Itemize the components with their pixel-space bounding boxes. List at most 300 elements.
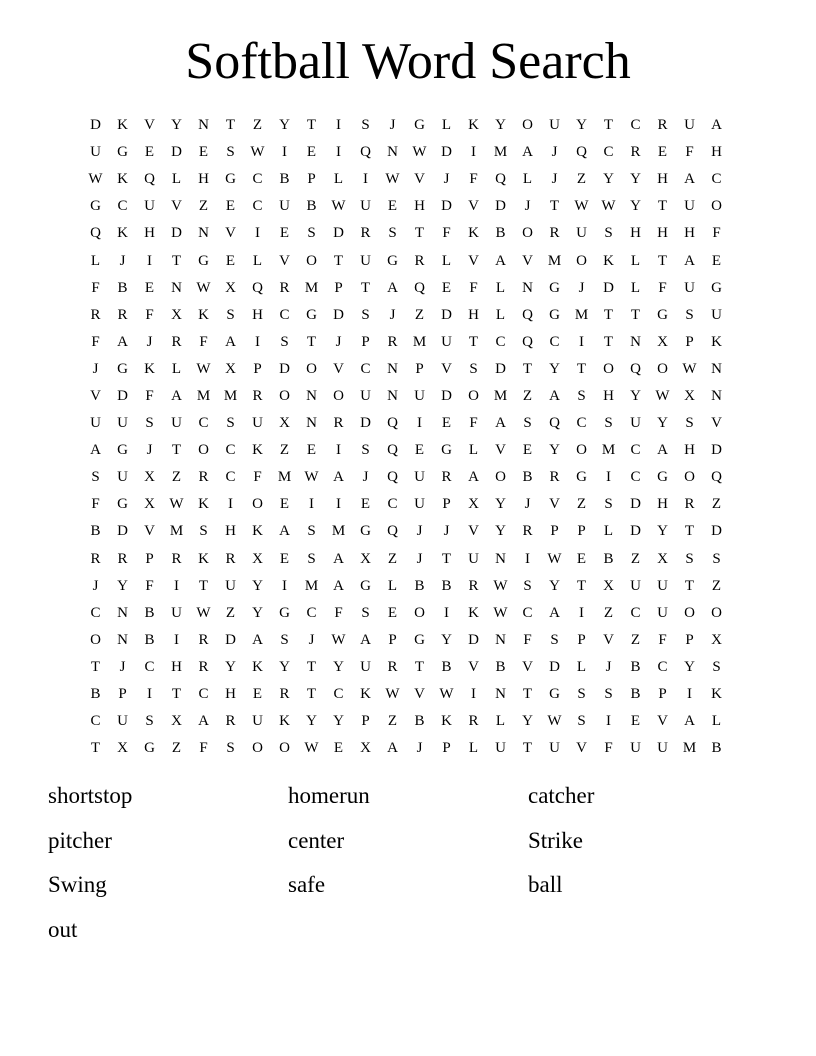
grid-letter: R <box>468 577 479 594</box>
grid-letter: U <box>360 658 371 675</box>
grid-letter: S <box>604 686 613 703</box>
grid-letter: L <box>441 117 452 134</box>
grid-letter: D <box>441 198 452 215</box>
grid-letter: M <box>223 387 238 404</box>
grid-letter: V <box>522 252 533 269</box>
grid-letter: F <box>658 631 667 648</box>
grid-letter: W <box>304 740 319 757</box>
grid-letter: W <box>493 604 508 621</box>
grid-letter: V <box>441 360 452 377</box>
grid-letter: I <box>228 496 233 513</box>
grid-letter: X <box>711 631 722 648</box>
grid-row <box>82 302 730 329</box>
grid-letter: B <box>603 550 614 567</box>
grid-letter: D <box>360 415 371 432</box>
grid-letter: G <box>117 144 128 161</box>
grid-letter: C <box>90 604 101 621</box>
grid-letter: T <box>522 740 533 757</box>
grid-letter: U <box>630 740 641 757</box>
grid-letter: U <box>414 387 425 404</box>
grid-letter: I <box>336 442 341 459</box>
grid-letter: L <box>252 252 263 269</box>
grid-letter: T <box>171 252 182 269</box>
grid-letter: S <box>361 442 370 459</box>
grid-letter: R <box>225 713 236 730</box>
grid-letter: Y <box>279 117 290 134</box>
grid-letter: C <box>279 306 290 323</box>
grid-letter: T <box>225 117 236 134</box>
grid-letter: M <box>547 252 562 269</box>
grid-letter: M <box>493 144 508 161</box>
grid-letter: U <box>90 144 101 161</box>
grid-letter: S <box>550 631 559 648</box>
grid-letter: F <box>685 144 694 161</box>
grid-letter: V <box>144 523 155 540</box>
grid-letter: B <box>711 740 722 757</box>
grid-letter: T <box>630 306 641 323</box>
grid-letter: E <box>522 442 533 459</box>
grid-letter: C <box>549 333 560 350</box>
grid-letter: J <box>416 740 423 757</box>
grid-letter: F <box>469 171 478 188</box>
grid-letter: W <box>601 198 616 215</box>
grid-letter: Y <box>495 523 506 540</box>
word-list-item: homerun <box>288 783 370 808</box>
grid-letter: I <box>606 713 611 730</box>
grid-letter: Q <box>576 144 587 161</box>
grid-letter: N <box>117 604 128 621</box>
grid-letter: I <box>471 144 476 161</box>
grid-letter: O <box>522 225 533 242</box>
grid-letter: L <box>468 442 479 459</box>
grid-letter: Q <box>387 415 398 432</box>
grid-letter: M <box>493 387 508 404</box>
grid-letter: D <box>171 144 182 161</box>
grid-letter: Y <box>117 577 128 594</box>
grid-letter: C <box>495 333 506 350</box>
grid-letter: T <box>468 333 479 350</box>
grid-letter: N <box>171 279 182 296</box>
grid-row <box>82 193 730 220</box>
grid-row <box>82 464 730 491</box>
grid-letter: Z <box>711 496 722 513</box>
grid-letter: I <box>336 117 341 134</box>
grid-letter: P <box>550 523 559 540</box>
grid-letter: V <box>576 740 587 757</box>
grid-letter: Q <box>711 469 722 486</box>
grid-letter: H <box>468 306 479 323</box>
grid-letter: X <box>603 577 614 594</box>
grid-letter: Y <box>252 577 263 594</box>
grid-letter: U <box>90 415 101 432</box>
grid-letter: K <box>198 550 209 567</box>
grid-letter: A <box>495 252 506 269</box>
grid-letter: A <box>387 279 398 296</box>
grid-letter: J <box>389 306 396 323</box>
grid-letter: P <box>577 631 586 648</box>
grid-letter: U <box>576 225 587 242</box>
grid-letter: F <box>91 496 100 513</box>
grid-letter: U <box>441 333 452 350</box>
grid-letter: R <box>117 306 128 323</box>
grid-letter: U <box>414 496 425 513</box>
grid-letter: J <box>578 279 585 296</box>
grid-letter: E <box>630 713 641 730</box>
grid-letter: Y <box>252 604 263 621</box>
grid-letter: N <box>495 686 506 703</box>
grid-letter: P <box>361 713 370 730</box>
grid-letter: D <box>117 523 128 540</box>
grid-letter: J <box>443 523 450 540</box>
grid-letter: U <box>630 577 641 594</box>
grid-letter: E <box>387 198 398 215</box>
grid-letter: Y <box>495 496 506 513</box>
grid-letter: J <box>416 523 423 540</box>
grid-letter: E <box>576 550 587 567</box>
grid-letter: S <box>307 523 316 540</box>
grid-letter: V <box>333 360 344 377</box>
grid-letter: U <box>711 306 722 323</box>
grid-row <box>82 166 730 193</box>
grid-letter: J <box>551 171 558 188</box>
grid-letter: C <box>198 686 209 703</box>
grid-letter: T <box>171 686 182 703</box>
grid-letter: U <box>360 387 371 404</box>
grid-letter: Z <box>171 740 182 757</box>
grid-letter: R <box>630 144 641 161</box>
grid-letter: O <box>90 631 101 648</box>
grid-letter: E <box>711 252 722 269</box>
grid-letter: Q <box>549 415 560 432</box>
grid-letter: T <box>657 198 668 215</box>
grid-letter: Y <box>333 658 344 675</box>
grid-letter: A <box>468 469 479 486</box>
grid-letter: S <box>226 306 235 323</box>
grid-letter: G <box>198 252 209 269</box>
grid-letter: S <box>685 306 694 323</box>
grid-letter: T <box>306 117 317 134</box>
grid-letter: X <box>117 740 128 757</box>
grid-letter: G <box>360 577 371 594</box>
grid-letter: R <box>279 279 290 296</box>
grid-letter: E <box>306 144 317 161</box>
grid-letter: M <box>601 442 616 459</box>
grid-letter: Q <box>387 523 398 540</box>
grid-letter: K <box>144 360 155 377</box>
grid-letter: V <box>522 658 533 675</box>
grid-letter: H <box>603 387 614 404</box>
grid-letter: O <box>576 442 587 459</box>
grid-letter: Y <box>225 658 236 675</box>
grid-letter: R <box>252 387 263 404</box>
grid-letter: V <box>90 387 101 404</box>
grid-letter: W <box>385 686 400 703</box>
grid-letter: A <box>198 713 209 730</box>
grid-letter: T <box>90 740 101 757</box>
grid-letter: V <box>468 198 479 215</box>
grid-letter: O <box>684 469 695 486</box>
grid-letter: S <box>523 415 532 432</box>
grid-letter: H <box>630 225 641 242</box>
grid-letter: M <box>412 333 427 350</box>
grid-letter: P <box>118 686 127 703</box>
grid-letter: I <box>174 577 179 594</box>
grid-letter: N <box>711 387 722 404</box>
grid-letter: H <box>657 496 668 513</box>
grid-letter: A <box>279 523 290 540</box>
grid-letter: I <box>687 686 692 703</box>
grid-letter: L <box>711 713 722 730</box>
grid-letter: B <box>414 713 425 730</box>
grid-letter: V <box>468 252 479 269</box>
grid-letter: G <box>144 740 155 757</box>
grid-letter: L <box>90 252 101 269</box>
grid-letter: G <box>225 171 236 188</box>
grid-letter: S <box>388 225 397 242</box>
grid-letter: C <box>198 415 209 432</box>
grid-letter: G <box>117 442 128 459</box>
grid-letter: O <box>522 117 533 134</box>
grid-letter: X <box>144 469 155 486</box>
grid-letter: B <box>495 658 506 675</box>
grid-letter: O <box>279 387 290 404</box>
grid-letter: X <box>657 333 668 350</box>
grid-letter: O <box>306 360 317 377</box>
grid-letter: H <box>414 198 425 215</box>
grid-letter: E <box>225 252 236 269</box>
grid-letter: E <box>144 144 155 161</box>
grid-letter: U <box>657 604 668 621</box>
grid-letter: Z <box>279 442 290 459</box>
grid-letter: I <box>579 604 584 621</box>
grid-letter: B <box>117 279 128 296</box>
page-title: Softball Word Search <box>185 33 631 90</box>
grid-letter: T <box>306 686 317 703</box>
grid-letter: X <box>144 496 155 513</box>
grid-letter: J <box>92 577 99 594</box>
grid-letter: U <box>279 198 290 215</box>
grid-letter: X <box>171 306 182 323</box>
grid-letter: T <box>360 279 371 296</box>
grid-row <box>82 410 730 437</box>
grid-letter: A <box>549 604 560 621</box>
grid-letter: P <box>307 171 316 188</box>
grid-letter: R <box>414 252 425 269</box>
grid-letter: E <box>279 225 290 242</box>
grid-letter: R <box>171 550 182 567</box>
grid-letter: C <box>252 171 263 188</box>
grid-letter: P <box>253 360 262 377</box>
grid-letter: F <box>253 469 262 486</box>
grid-letter: F <box>469 279 478 296</box>
grid-letter: L <box>495 306 506 323</box>
grid-letter: T <box>684 577 695 594</box>
grid-letter: A <box>522 144 533 161</box>
grid-letter: P <box>145 550 154 567</box>
grid-letter: A <box>117 333 128 350</box>
grid-row <box>82 437 730 464</box>
grid-letter: X <box>279 415 290 432</box>
grid-letter: V <box>414 171 425 188</box>
grid-letter: P <box>577 523 586 540</box>
grid-letter: N <box>306 415 317 432</box>
grid-letter: L <box>522 171 533 188</box>
grid-letter: R <box>333 415 344 432</box>
grid-letter: K <box>603 252 614 269</box>
word-list-item: catcher <box>528 783 595 808</box>
grid-letter: J <box>443 171 450 188</box>
grid-letter: H <box>252 306 263 323</box>
grid-letter: N <box>198 117 209 134</box>
grid-letter: N <box>495 631 506 648</box>
grid-letter: A <box>657 442 668 459</box>
grid-row <box>82 627 730 654</box>
grid-row <box>82 139 730 166</box>
grid-letter: V <box>144 117 155 134</box>
grid-letter: B <box>522 469 533 486</box>
grid-letter: G <box>414 631 425 648</box>
grid-letter: W <box>88 171 103 188</box>
grid-letter: J <box>308 631 315 648</box>
grid-row <box>82 383 730 410</box>
grid-letter: T <box>171 442 182 459</box>
grid-letter: W <box>439 686 454 703</box>
grid-letter: K <box>711 686 722 703</box>
grid-letter: H <box>225 523 236 540</box>
grid-letter: O <box>711 198 722 215</box>
grid-letter: R <box>90 550 101 567</box>
grid-letter: C <box>225 469 236 486</box>
grid-letter: U <box>657 740 668 757</box>
grid-letter: K <box>279 713 290 730</box>
grid-letter: Q <box>630 360 641 377</box>
grid-letter: E <box>441 415 452 432</box>
grid-letter: W <box>493 577 508 594</box>
grid-letter: S <box>469 360 478 377</box>
grid-letter: C <box>90 713 101 730</box>
grid-letter: B <box>144 604 155 621</box>
grid-letter: J <box>524 198 531 215</box>
grid-letter: G <box>387 252 398 269</box>
grid-letter: R <box>117 550 128 567</box>
grid-letter: R <box>387 658 398 675</box>
grid-letter: X <box>468 496 479 513</box>
grid-letter: J <box>335 333 342 350</box>
grid-letter: O <box>306 252 317 269</box>
grid-letter: C <box>630 442 641 459</box>
grid-letter: S <box>577 686 586 703</box>
grid-letter: X <box>657 550 668 567</box>
grid-letter: J <box>389 117 396 134</box>
grid-letter: W <box>574 198 589 215</box>
grid-letter: R <box>198 469 209 486</box>
grid-letter: W <box>250 144 265 161</box>
grid-letter: P <box>361 333 370 350</box>
grid-row <box>82 573 730 600</box>
grid-letter: A <box>252 631 263 648</box>
grid-letter: Y <box>576 117 587 134</box>
grid-letter: S <box>280 631 289 648</box>
grid-letter: V <box>495 442 506 459</box>
grid-letter: G <box>90 198 101 215</box>
grid-letter: V <box>225 225 236 242</box>
grid-letter: V <box>657 713 668 730</box>
grid-letter: I <box>282 144 287 161</box>
grid-letter: U <box>549 117 560 134</box>
grid-letter: Z <box>387 713 398 730</box>
grid-letter: A <box>495 415 506 432</box>
grid-letter: L <box>171 171 182 188</box>
grid-letter: A <box>387 740 398 757</box>
grid-letter: U <box>549 740 560 757</box>
grid-letter: S <box>226 740 235 757</box>
grid-letter: Q <box>522 306 533 323</box>
grid-letter: D <box>630 496 641 513</box>
grid-letter: M <box>574 306 589 323</box>
grid-letter: T <box>603 333 614 350</box>
grid-letter: R <box>387 333 398 350</box>
grid-letter: G <box>576 469 587 486</box>
grid-letter: C <box>387 496 398 513</box>
grid-letter: W <box>169 496 184 513</box>
word-list-item: shortstop <box>48 783 133 808</box>
grid-letter: D <box>441 306 452 323</box>
grid-letter: O <box>252 740 263 757</box>
grid-letter: A <box>549 387 560 404</box>
grid-letter: I <box>174 631 179 648</box>
grid-letter: L <box>630 252 641 269</box>
grid-letter: X <box>684 387 695 404</box>
grid-letter: U <box>117 469 128 486</box>
grid-letter: R <box>657 117 668 134</box>
grid-letter: L <box>630 279 641 296</box>
grid-letter: D <box>441 387 452 404</box>
grid-letter: D <box>279 360 290 377</box>
grid-letter: O <box>414 604 425 621</box>
grid-letter: C <box>630 117 641 134</box>
grid-letter: W <box>547 550 562 567</box>
grid-letter: O <box>279 740 290 757</box>
grid-letter: D <box>441 144 452 161</box>
grid-letter: K <box>360 686 371 703</box>
grid-letter: X <box>252 550 263 567</box>
grid-letter: F <box>91 333 100 350</box>
grid-letter: F <box>145 577 154 594</box>
grid-letter: B <box>630 658 641 675</box>
grid-letter: K <box>198 496 209 513</box>
grid-letter: E <box>144 279 155 296</box>
grid-letter: S <box>577 387 586 404</box>
grid-letter: Y <box>522 713 533 730</box>
grid-letter: F <box>199 740 208 757</box>
grid-letter: P <box>415 360 424 377</box>
grid-letter: O <box>333 387 344 404</box>
grid-letter: S <box>280 333 289 350</box>
grid-letter: U <box>252 415 263 432</box>
grid-letter: W <box>331 198 346 215</box>
grid-letter: D <box>495 360 506 377</box>
grid-letter: T <box>306 333 317 350</box>
grid-letter: A <box>684 252 695 269</box>
grid-letter: V <box>468 658 479 675</box>
grid-letter: F <box>712 225 721 242</box>
grid-letter: T <box>198 577 209 594</box>
grid-letter: Z <box>576 171 587 188</box>
grid-letter: U <box>360 252 371 269</box>
grid-letter: T <box>333 252 344 269</box>
grid-letter: K <box>468 225 479 242</box>
grid-letter: V <box>711 415 722 432</box>
